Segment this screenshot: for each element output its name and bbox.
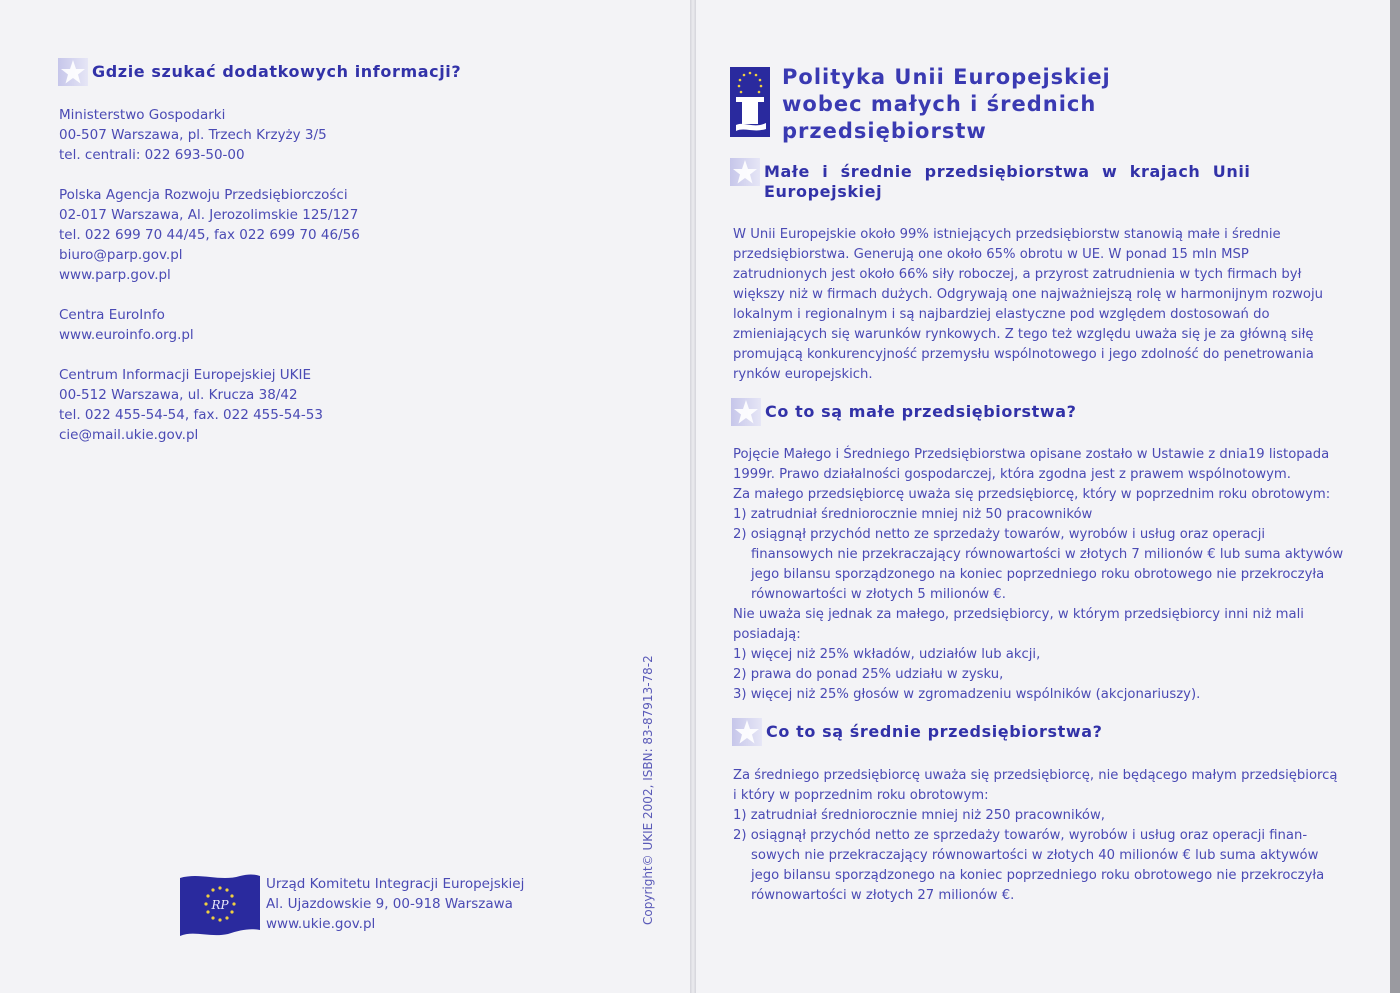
body-line: 1999r. Prawo działalności gospodarczej, która zgodna jest z prawem wspólnotowym.: [733, 467, 1291, 482]
section3-heading-text: Co to są średnie przedsiębiorstwa?: [766, 722, 1103, 741]
contact-line: tel. 022 455-54-54, fax. 022 455-54-53: [59, 407, 323, 423]
email-link[interactable]: biuro@parp.gov.pl: [59, 247, 183, 263]
section1-heading-text: Europejskiej: [764, 182, 883, 201]
body-line: posiadają:: [733, 627, 801, 642]
body-line: finansowych nie przekraczający równowartości w złotych 7 milionów € lub suma aktywów: [751, 547, 1344, 562]
body-line: Nie uważa się jednak za małego, przedsiębiorcy, w którym przedsiębiorcy inni niż mali: [733, 607, 1304, 622]
star-icon: [731, 398, 761, 426]
body-line: i który w poprzednim roku obrotowym:: [733, 788, 989, 803]
ukie-logo-icon: [730, 67, 770, 141]
body-line: lokalnym i regionalnym i są najbardziej elastyczne pod względem dostosowań do: [733, 307, 1270, 322]
star-icon: [732, 718, 762, 746]
body-line: przedsiębiorstwa. Generują one około 65% obrotu w UE. W ponad 15 mln MSP: [733, 247, 1249, 262]
web-link[interactable]: www.euroinfo.org.pl: [59, 327, 194, 343]
body-line: Pojęcie Małego i Średniego Przedsiębiorstwa opisane zostało w Ustawie z dnia19 listopada: [733, 447, 1330, 462]
body-line: zatrudnionych jest około 66% siły roboczej, a przyrost zatrudnienia w tych firmach był: [733, 267, 1302, 282]
section3-heading: [732, 718, 1103, 746]
body-line: sowych nie przekraczający równowartości w złotych 40 milionów € lub suma aktywów: [751, 848, 1319, 863]
flag-letters: RP: [211, 898, 229, 912]
contact-line: Polska Agencja Rozwoju Przedsiębiorczości: [59, 187, 348, 203]
section1-body: [733, 225, 1323, 385]
body-line: Za średniego przedsiębiorcę uważa się przedsiębiorcę, nie będącego małym przedsiębiorcą: [733, 768, 1338, 783]
section2-heading-text: Co to są małe przedsiębiorstwa?: [765, 402, 1077, 421]
body-line: 3) więcej niż 25% głosów w zgromadzeniu wspólników (akcjonariuszy).: [733, 687, 1201, 702]
contact-block-parp: [59, 185, 360, 285]
body-line: Za małego przedsiębiorcę uważa się przedsiębiorcę, który w poprzednim roku obrotowym:: [733, 487, 1331, 502]
contact-block-cie: [59, 365, 323, 445]
body-line: rynków europejskich.: [733, 367, 873, 382]
web-link[interactable]: www.ukie.gov.pl: [266, 916, 376, 932]
ukie-address: [266, 874, 524, 934]
contact-line: Centra EuroInfo: [59, 307, 165, 323]
title-line: przedsiębiorstw: [782, 119, 987, 143]
body-line: 2) prawa do ponad 25% udziału w zysku,: [733, 667, 1004, 682]
section2-heading: [731, 398, 1077, 426]
title-line: Polityka Unii Europejskiej: [782, 65, 1111, 89]
web-link[interactable]: www.parp.gov.pl: [59, 267, 171, 283]
contact-line: 00-512 Warszawa, ul. Krucza 38/42: [59, 387, 298, 403]
section2-body: [733, 445, 1344, 705]
email-link[interactable]: cie@mail.ukie.gov.pl: [59, 427, 199, 443]
body-line: jego bilansu sporządzonego na koniec poprzedniego roku obrotowego nie przekroczyła: [751, 567, 1325, 582]
section1-heading-text: Małe i średnie przedsiębiorstwa w krajach Unii: [764, 162, 1251, 181]
contact-block-ministry: [59, 105, 327, 165]
body-line: zmieniających się warunków rynkowych. Z tego też względu uważa się je za główną siłę: [733, 327, 1314, 342]
copyright-note: Copyright© UKIE 2002, ISBN: 83-87913-78-2: [641, 655, 655, 925]
contact-line: tel. centrali: 022 693-50-00: [59, 147, 245, 163]
body-line: jego bilansu sporządzonego na koniec poprzedniego roku obrotowego nie przekroczyła: [751, 868, 1325, 883]
contact-line: 00-507 Warszawa, pl. Trzech Krzyży 3/5: [59, 127, 327, 143]
contact-block-euroinfo: [59, 305, 194, 345]
body-line: W Unii Europejskie około 99% istniejących przedsiębiorstw stanowią małe i średnie: [733, 227, 1281, 242]
contact-line: Centrum Informacji Europejskiej UKIE: [59, 367, 312, 383]
star-icon: [58, 58, 88, 86]
contact-line: 02-017 Warszawa, Al. Jerozolimskie 125/127: [59, 207, 359, 223]
star-icon: [730, 158, 760, 186]
body-line: równowartości w złotych 5 milionów €.: [751, 587, 1006, 602]
body-line: promującą konkurencyjność przemysłu wspólnotowego i jego zdolność do penetrowania: [733, 347, 1314, 362]
body-line: równowartości w złotych 27 milionów €.: [751, 888, 1015, 903]
body-line: 1) zatrudniał średniorocznie mniej niż 250 pracowników,: [733, 808, 1105, 823]
body-line: 1) więcej niż 25% wkładów, udziałów lub akcji,: [733, 647, 1041, 662]
contact-line: Ministerstwo Gospodarki: [59, 107, 226, 123]
info-heading: [58, 58, 461, 86]
body-line: 2) osiągnął przychód netto ze sprzedaży towarów, wyrobów i usług oraz operacji: [733, 527, 1266, 542]
title-line: wobec małych i średnich: [782, 92, 1097, 116]
info-heading-text: Gdzie szukać dodatkowych informacji?: [92, 62, 462, 81]
body-line: 2) osiągnął przychód netto ze sprzedaży towarów, wyrobów i usług oraz operacji finan-: [733, 828, 1308, 843]
body-line: 1) zatrudniał średniorocznie mniej niż 50 pracowników: [733, 507, 1093, 522]
scan-edge: [1390, 0, 1400, 993]
body-line: większy niż w firmach dużych. Odgrywają one najważniejszą rolę w harmonijnym rozwoju: [733, 287, 1323, 302]
eu-flag-icon: [180, 872, 260, 942]
section1-heading: [730, 158, 1314, 202]
main-title: [782, 64, 1111, 145]
contact-line: tel. 022 699 70 44/45, fax 022 699 70 46/56: [59, 227, 360, 243]
section3-body: [733, 766, 1338, 906]
address-line: Urząd Komitetu Integracji Europejskiej: [266, 876, 525, 892]
address-line: Al. Ujazdowskie 9, 00-918 Warszawa: [266, 896, 513, 912]
